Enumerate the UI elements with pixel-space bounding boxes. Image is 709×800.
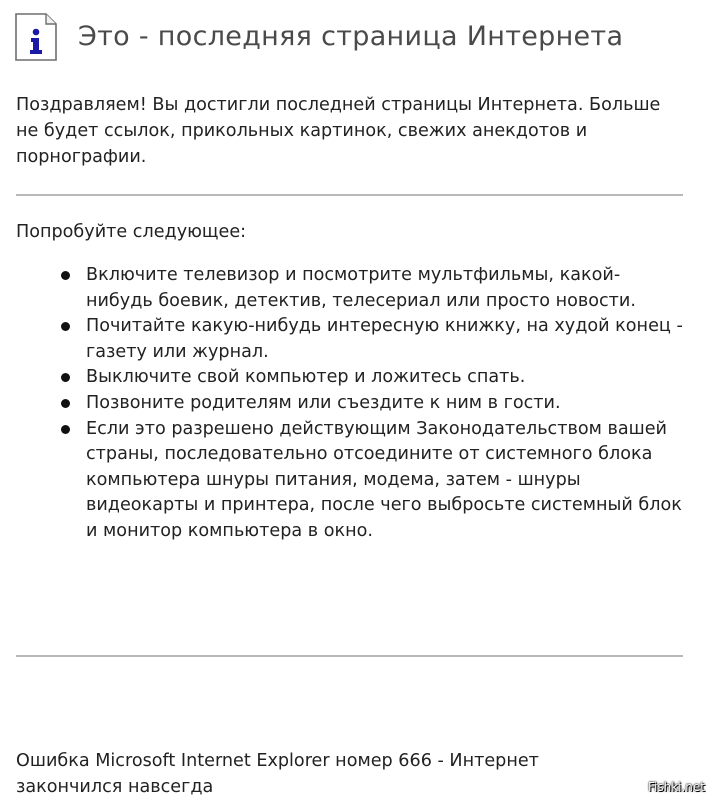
list-item (58, 391, 683, 417)
intro-text: Поздравляем! Вы достигли последней страницы Интернета. Больше не будет ссылок, прикольных картинок, свежих анекдотов и порнографии. (16, 95, 661, 167)
list-item-text: Почитайте какую-нибудь интересную книжку, на худой конец - газету или журнал. (86, 316, 683, 362)
list-item (58, 314, 683, 365)
divider-top (16, 194, 683, 196)
list-item (58, 417, 683, 545)
page-title: Это - последняя страница Интернета (78, 21, 624, 52)
list-item-text: Позвоните родителям или съездите к ним в гости. (86, 392, 561, 413)
divider-bottom (16, 655, 683, 657)
list-item-text: Выключите свой компьютер и ложитесь спать. (86, 367, 526, 388)
bullet-icon (61, 322, 70, 331)
list-item-text: Если это разрешено действующим Законодательством вашей страны, последовательно отсоедините от системного блока компьютера шнуры питания, модема, затем - шнуры видеокарты и принтера, после чего выбросьте системный блок и монитор компьютера в окно. (86, 418, 682, 541)
page-header (14, 12, 623, 62)
list-item (58, 263, 683, 314)
list-item (58, 365, 683, 391)
suggestions-list (58, 263, 683, 545)
bullet-icon (61, 373, 70, 382)
watermark: Fishki.net (647, 780, 705, 794)
suggestions-heading: Попробуйте следующее: (16, 222, 247, 242)
bullet-icon (61, 271, 70, 280)
info-document-icon (14, 12, 58, 62)
error-message: Ошибка Microsoft Internet Explorer номер 666 - Интернет закончился навсегда (16, 751, 539, 797)
bullet-icon (61, 399, 70, 408)
list-item-text: Включите телевизор и посмотрите мультфильмы, какой-нибудь боевик, детектив, телесериал или просто новости. (86, 265, 636, 311)
bullet-icon (61, 425, 70, 434)
